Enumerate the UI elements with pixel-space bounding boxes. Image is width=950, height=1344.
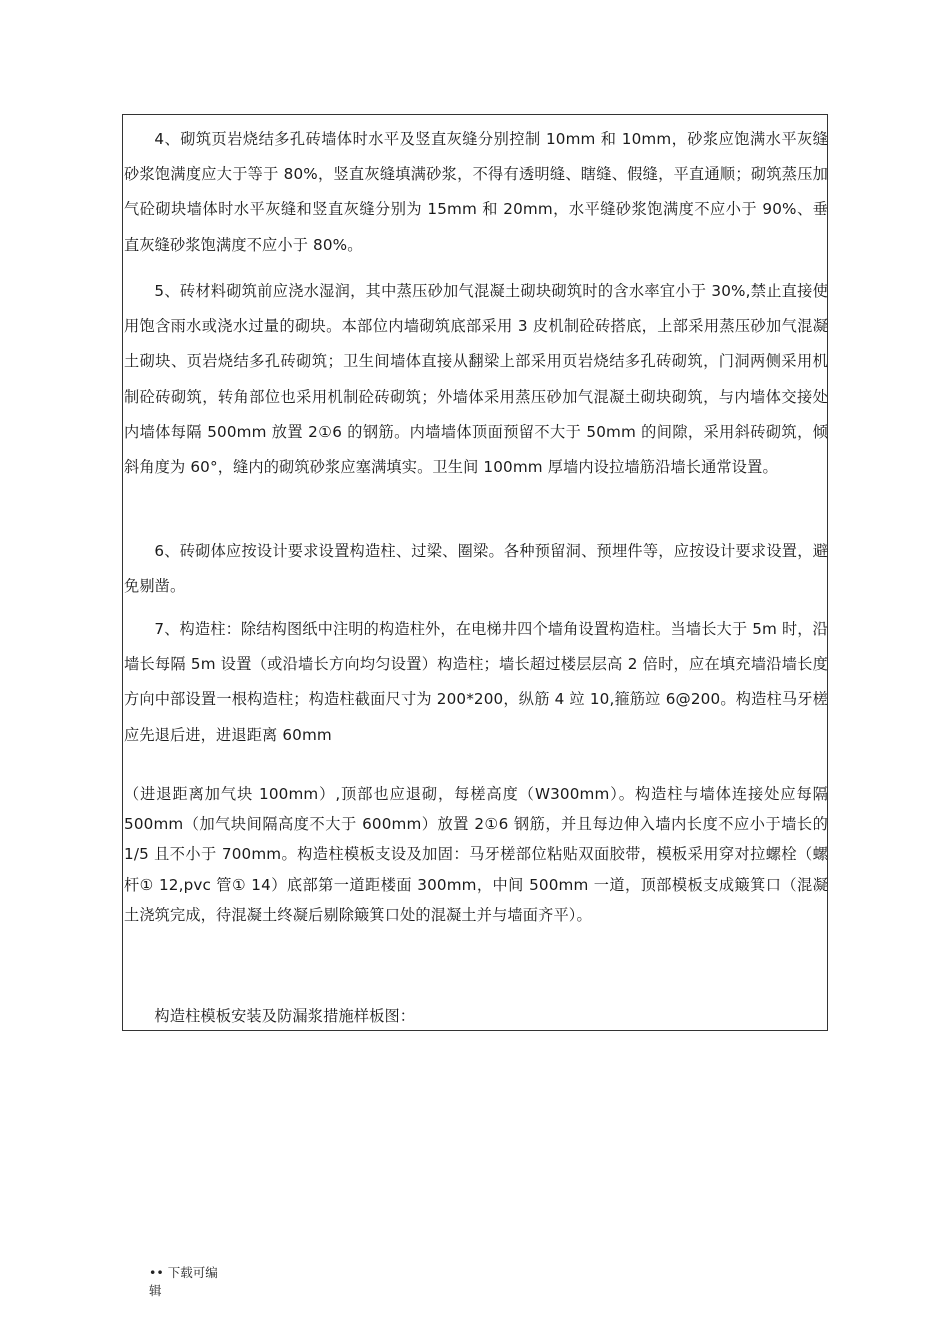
footer-editable-note: •• 下载可编辑 — [149, 1265, 218, 1298]
paragraph-item-6: 6、砖砌体应按设计要求设置构造柱、过梁、圈梁。各种预留洞、预埋件等，应按设计要求设置，避免剔凿。 — [124, 542, 828, 596]
paragraph-item-7: 7、构造柱：除结构图纸中注明的构造柱外，在电梯井四个墙角设置构造柱。当墙长大于 5m 时，沿墙长每隔 5m 设置（或沿墙长方向均匀设置）构造柱；墙长超过楼层层高 2 倍时，应在填充墙沿墙长度方向中部设置一根构造柱；构造柱截面尺寸为 200*200，纵筋 4 竝 10,箍筋竝 6@200。构造柱马牙槎应先退后进，进退距离 60mm — [124, 620, 828, 744]
paragraph-item-7-continued: （进退距离加气块 100mm）,顶部也应退砌，每槎高度（W300mm）。构造柱与墙体连接处应每隔 500mm（加气块间隔高度不大于 600mm）放置 2①6 钢筋，并且每边伸入墙内长度不应小于墙长的 1/5 且不小于 700mm。构造柱模板支设及加固：马牙槎部位粘贴双面胶带，模板采用穿对拉螺栓（螺杆① 12,pvc 管① 14）底部第一道距楼面 300mm，中间 500mm 一道，顶部模板支成簸箕口（混凝土浇筑完成，待混凝土终凝后剔除簸箕口处的混凝土并与墙面齐平）。 — [124, 785, 828, 924]
template-figure-caption: 构造柱模板安装及防漏浆措施样板图： — [154, 1007, 416, 1025]
paragraph-item-4: 4、砌筑页岩烧结多孔砖墙体时水平及竖直灰缝分别控制 10mm 和 10mm，砂浆应饱满水平灰缝砂浆饱满度应大于等于 80%，竖直灰缝填满砂浆，不得有透明缝、瞎缝、假缝，平直通顺；砌筑蒸压加气砼砌块墙体时水平灰缝和竖直灰缝分别为 15mm 和 20mm，水平缝砂浆饱满度不应小于 90%、垂直灰缝砂浆饱满度不应小于 80%。 — [124, 130, 828, 254]
paragraph-item-5: 5、砖材料砌筑前应浇水湿润，其中蒸压砂加气混凝土砌块砌筑时的含水率宜小于 30%,禁止直接使用饱含雨水或浇水过量的砌块。本部位内墙砌筑底部采用 3 皮机制砼砖搭底，上部采用蒸压砂加气混凝土砌块、页岩烧结多孔砖砌筑；卫生间墙体直接从翻梁上部采用页岩烧结多孔砖砌筑，门洞两侧采用机制砼砖砌筑，转角部位也采用机制砼砖砌筑；外墙体采用蒸压砂加气混凝土砌块砌筑，与内墙体交接处内墙体每隔 500mm 放置 2①6 的钢筋。内墙墙体顶面预留不大于 50mm 的间隙，采用斜砖砌筑，倾斜角度为 60°，缝内的砌筑砂浆应塞满填实。卫生间 100mm 厚墙内设拉墙筋沿墙长通常设置。 — [124, 282, 828, 477]
